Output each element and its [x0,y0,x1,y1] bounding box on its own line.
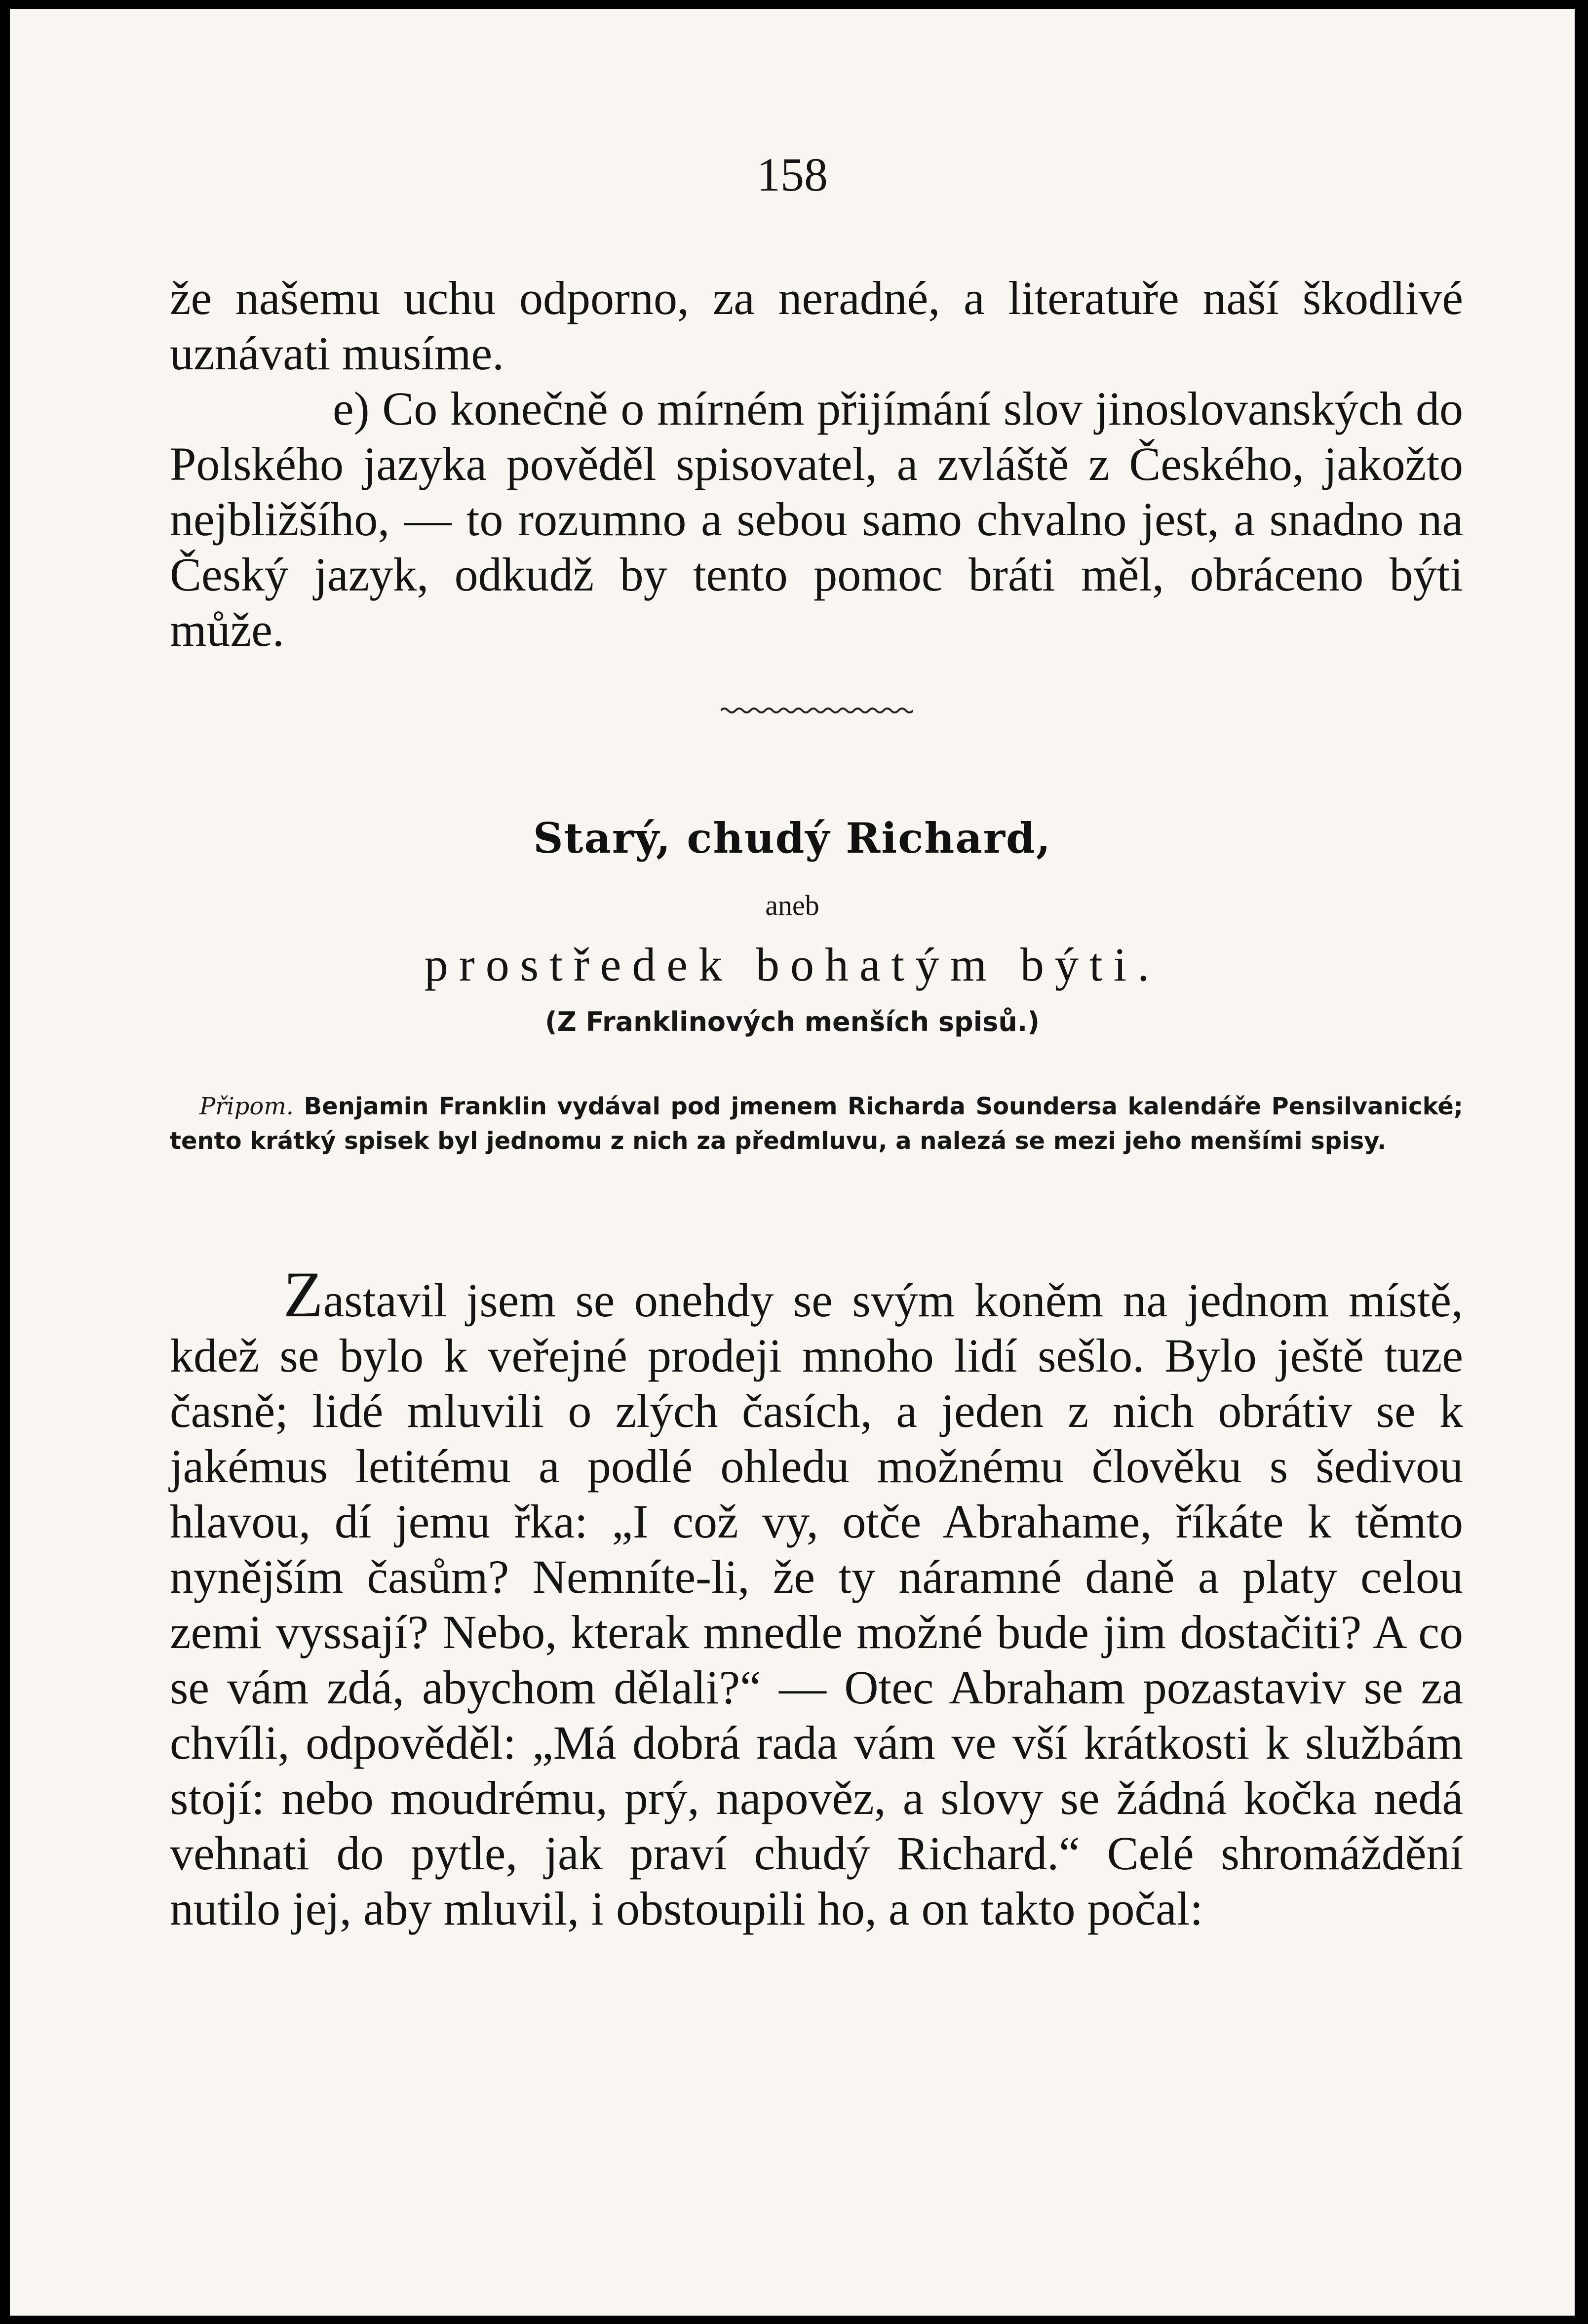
initial-letter: Z [283,1258,323,1331]
wavy-rule-icon [721,706,913,715]
main-paragraph [170,1258,1463,1936]
book-page [10,9,1575,2316]
note-text: Benjamin Franklin vydával pod jmenem Richarda Soundersa kalendáře Pensilvanické; tento krátký spisek byl jednomu z nich za předmluvu, a nalezá se mezi jeho menšími spisy. [170,1093,1463,1155]
note-label: Připom. [199,1093,294,1120]
section-subtitle: prostředek bohatým býti. [424,938,1161,991]
main-body: astavil jsem se onehdy se svým koněm na jednom místě, kdež se bylo k veřejné prodeji mnoho lidí sešlo. Bylo ještě tuze časně; lidé mluvili o zlých časích, a jeden z nich obrátiv se k jakémus letitému a podlé ohledu možnému člověku s šedivou hlavou, dí jemu řka: „I což vy, otče Abrahame, říkáte k těmto nynějším časům? Nemníte-li, že ty náramné daně a platy celou zemi vyssají? Nebo, kterak mnedle možné bude jim dostačiti? A co se vám zdá, abychom dělali?“ — Otec Abraham pozastaviv se za chvíli, odpověděl: „Má dobrá rada vám ve vší krátkosti k službám stojí: nebo moudrému, prý, napověz, a slovy se žádná kočka nedá vehnati do pytle, jak praví chudý Richard.“ Celé shromáždění nutilo jej, aby mluvil, i obstoupili ho, a on takto počal: [170,1274,1463,1935]
section-title: Starý, chudý Richard, [533,814,1052,863]
section-conjunction: aneb [765,889,819,921]
decorative-divider [721,706,913,715]
paragraph-2: e) Co konečně o mírném přijímání slov jinoslovanských do Polského jazyka pověděl spisovatel, a zvláště z Českého, jakožto nejbližšího, — to rozumno a sebou samo chvalno jest, a snadno na Český jazyk, odkudž by tento pomoc bráti měl, obráceno býti může. [170,382,1463,656]
top-text [170,271,1463,658]
page-number: 158 [757,148,828,201]
editorial-note [170,1089,1463,1158]
section-source: (Z Franklinových menších spisů.) [544,1006,1040,1037]
main-text [170,1258,1463,1936]
paragraph-1: že našemu uchu odporno, za neradné, a literatuře naší škodlivé uznávati musíme. [170,272,1463,380]
